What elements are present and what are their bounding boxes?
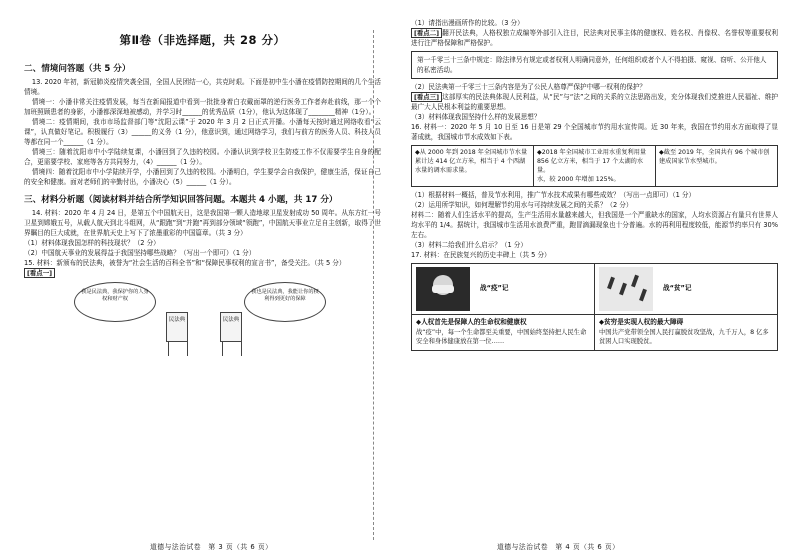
view3-tag: [看点三]: [411, 92, 442, 102]
q16-material1: 16. 材料一：2020 年 5 月 10 日至 16 日是第 29 个全国城市节约用水宣传周。近 30 年来，我国在节约用水方面取得了显著成就，我国城市节水成效如下表。: [411, 123, 778, 141]
q13-scene1: 情境一：小潘非常关注疫情发展，每当在新闻报道中看到一批批身着白衣戴面罩的逆行医务工作者奔赴前线，那一个个加班照顾患者的身影，小潘都深深地被感动，并学习时______的优秀品质（1分），他认为这体现了________精神（1分）。: [24, 98, 381, 116]
right-page: [397, 0, 794, 560]
q16-material2: 材料二：随着人们生活水平的提高，生产生活用水量越来越大，但我国是一个严重缺水的国家，人均水资源占有量只有世界人均水平的 1/4。据统计，我国城市生活用水浪费严重，跑冒滴漏现象也十分普遍。水的再利用程度较低，能源节约率只有 30% 左右。: [411, 211, 778, 239]
text-cell-left: [412, 315, 595, 351]
view1-tag: [看点一]: [24, 268, 55, 278]
table-cell-1: ◆从 2000 年到 2018 年全国城市节水量累计达 414 亿立方米，相当于 4 个西湖水量的调水需求量。: [412, 146, 534, 187]
book-legs-left: [168, 342, 188, 356]
right-footer: 道德与法治试卷 第 4 页（共 6 页）: [497, 543, 620, 551]
q15-sub3: （3）材料体现我国坚持什么样的发展思想？: [411, 113, 541, 121]
view3-text: 这部厚实的民法典体现人民利益，从“民”与“法”之间的关系的立法思路出发，充分体现我们党推进人民福祉、维护最广大人民根本利益的重要思想。: [411, 93, 778, 111]
q15-sub1: （1）请指出漫画所作的比较。（3 分）: [411, 19, 524, 27]
medical-worker-photo: [416, 267, 470, 311]
q15-sub2: （2）民法典第一千零三十三条内容是为了公民人格尊严保护中哪一权利的保护？: [411, 83, 646, 91]
q14-sub1: （1）材料体现我国怎样的科技现状？（2 分）: [24, 239, 160, 247]
left-footer: 道德与法治试卷 第 3 页（共 6 页）: [150, 543, 273, 551]
view2-tag: [看点二]: [411, 28, 442, 38]
q16-sub1: （1）根据材料一概括，普及节水利用，推广节水技术成果有哪些成效？（写出一点即可）（1 分）: [411, 191, 696, 199]
q14-material: 14. 材料：2020 年 4 月 24 日，是第五个中国航天日，这是我国第一颗人造地球卫星发射成功 50 周年。从东方红一号卫星到嫦娥五号，从载人航天到北斗组网，从“跟跑”到“并跑”再到部分领域“领跑”，中国航天事业立足自主创新，取得了世界瞩目的巨大成就，在世界航天史上写下了浓墨重彩的中国篇章。（共 3 分）: [24, 209, 381, 237]
book-legs-right: [222, 342, 242, 356]
part-title: 第Ⅱ卷（非选择题，共 28 分）: [119, 33, 286, 47]
q16-sub3: （3）材料二给我们什么启示？（1 分）: [411, 241, 527, 249]
table-cell-3: ◆截至 2019 年，全国共有 96 个城市创建成国家节水型城市。: [656, 146, 778, 187]
q16-sub2: （2）运用所学知识，如何理解节约用水与可持续发展之间的关系？（2 分）: [411, 201, 633, 209]
speech-bubble-right: 我也是民法典，我能让你的权利得到更好的保障: [244, 282, 326, 322]
view2-text: 翻开民法典，人格权独立成编等外部引入注目，民法典对民事主体的健康权、姓名权、肖像权、名誉权等重要权利进行注严格保障和严格保护。: [411, 29, 778, 47]
q15-material: 15. 材料：新颁布的民法典，被誉为“社会生活的百科全书”和“保障民事权利的宣言书”，备受关注。（共 5 分）: [24, 259, 346, 267]
q13-scene4: 情境四：随着沈阳市中小学陆续开学，小潘回到了久违的校园。小潘明白，学生要学会自我保护，健康生活，保证自己的安全和健康。面对老师们的辛勤付出，小潘决心（5）______（1 分）。: [24, 168, 381, 186]
photo-cell-right: [595, 264, 778, 315]
photo-caption-left: 战“疫”记: [480, 284, 509, 293]
text-cell-right: [595, 315, 778, 351]
cartoon: [24, 282, 381, 354]
water-saving-table: [411, 145, 778, 187]
section2-title: 二、情境问答题（共 5 分）: [24, 64, 131, 74]
table-cell-2: ◆2018 年全国城市工业用水重复利用量 856 亿立方米，相当于 17 个太湖的水量。 水，较 2000 年增加 125%。: [534, 146, 656, 187]
q14-sub2: （2）中国航天事业的发展得益于我国坚持哪些战略？（写出一个即可）（1 分）: [24, 249, 256, 257]
q17-table: [411, 263, 778, 351]
book-character-right: 民法典: [220, 312, 242, 342]
cell-title-left: ◆人权首先是保障人的生命权和健康权: [416, 318, 527, 326]
speech-bubble-left: 我是民法典，我保护你的人身权和财产权: [74, 282, 156, 322]
photo-caption-right: 战“贫”记: [663, 284, 692, 293]
q17-material: 17. 材料：在民族复兴的历史丰碑上（共 5 分）: [411, 251, 551, 259]
q13-intro: 13. 2020 年初，新冠肺炎疫情突袭全国，全国人民团结一心，共克时艰。下面是初中生小潘在疫情防控期间的几个生活情境。: [24, 78, 381, 96]
cell-title-right: ◆贫穷是实现人权的最大障碍: [599, 318, 684, 326]
q13-scene2: 情境二：疫情期间，我市市场监督部门等“沈阳云课”于 2020 年 3 月 2 日正式开播。小潘每天按时通过网络收看“云课”，认真做好笔记。积极履行（3）______的义务（1 分），他意识到，通过网络学习，我们与前方的医务人员、科技人员等都在同一个______（1 分）。: [24, 118, 381, 146]
book-character-left: 民法典: [166, 312, 188, 342]
photo-cell-left: [412, 264, 595, 315]
q13-scene3: 情境三：随着沈阳市中小学陆续复课，小潘回到了久违的校园。小潘认识到学校卫生防疫工作不仅需要学生自身的配合，更需要学校、家庭等各方共同努力，（4）______（1 分）。: [24, 148, 381, 166]
rice-field-photo: [599, 267, 653, 311]
cell-body-right: 中国共产党带领全国人民打赢脱贫攻坚战，九千万人，8 亿多贫困人口实现脱贫。: [599, 328, 769, 345]
section3-title: 三、材料分析题（阅读材料并结合所学知识回答问题。本题共 4 小题，共 17 分）: [24, 195, 338, 205]
civil-code-quote: 第一千零三十三条中规定：除法律另有规定或者权利人明确同意外，任何组织或者个人不得拍摄、窥视、窃听、公开他人的私密活动。: [411, 51, 778, 79]
cell-body-left: 战“疫”中，每一个生命都至关重要，中国始终坚持把人民生命安全和身体健康放在第一位……: [416, 328, 587, 345]
